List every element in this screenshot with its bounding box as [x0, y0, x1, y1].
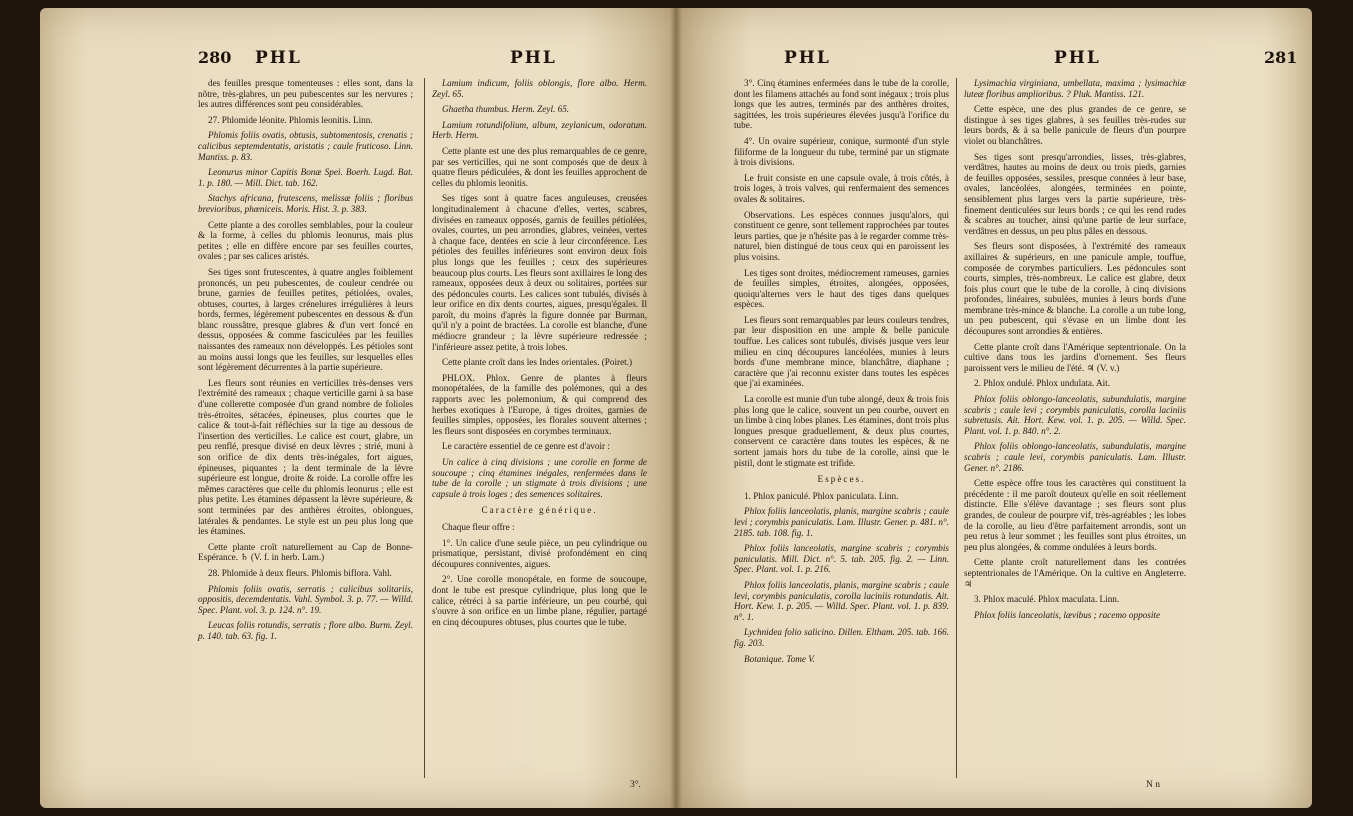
synonym: Phlox foliis oblongo-lanceolatis, subundulatis, margine scabris ; caule levi ; corymbis paniculatis, corolla laciniis subretusis. Ait. Hort. Kew. vol. 1. p. 205. — Willd. Spec. Plant. vol. 1. p. 840. n°. 2. [964, 394, 1186, 436]
synonym: Lychnidea folio salicino. Dillen. Eltham. 205. tab. 166. fig. 203. [734, 627, 949, 648]
page-number-right: 281 [1264, 48, 1298, 67]
running-head-center: PHL [510, 48, 557, 68]
running-head-right-1: PHL [784, 48, 831, 68]
paragraph: Les fleurs sont réunies en verticilles très-denses vers l'extrémité des rameaux ; chaque verticille garni à sa base d'une collerette composée d'un grand nombre de folioles très-étroites, sétacées, épineuses, plus courtes que le calice & tout-à-fait réfléchies sur la tige au dessous de l'insertion des verticilles. Le calice est court, glabre, un peu renflé, presque divisé en deux lèvres ; strié, muni à son orifice de dix dents très-inégales, fort aigues, épineuses, piquantes ; la dent terminale de la lèvre supérieure est longue, droite & roide. La corolle offre les mêmes caractères que celle du phlomis leonurus ; elle est plus petite. Les étamines dépassent la lèvre supérieure, & sont terminées par des anthères étroites, oblongues, latérales & pendantes. Le style est un peu plus long que les étamines. [198, 377, 413, 537]
right-column-2 [964, 78, 1186, 625]
paragraph: 3°. Cinq étamines enfermées dans le tube de la corolle, dont les filamens attachés au fond sont inégaux ; trois plus longs que les autres, terminés par des anthères droites, sagittées, les trois supérieures élevées jusqu'à l'orifice du tube. [734, 78, 949, 131]
synonym: Phlox foliis lanceolatis, planis, margine scabris ; caule levi ; corymbis paniculatis. Lam. Illustr. Gener. p. 481. n°. 2185. tab. 108. fig. 1. [734, 506, 949, 538]
section-heading: Caractère générique. [481, 505, 598, 516]
catchword: 3°. [630, 780, 641, 790]
synonym: Leucas foliis rotundis, serratis ; flore albo. Burm. Zeyl. p. 140. tab. 63. fig. 1. [198, 620, 413, 641]
right-page [676, 8, 1312, 808]
synonym: Stachys africana, frutescens, melissæ foliis ; floribus brevioribus, phœniceis. Moris. Hist. 3. p. 383. [198, 193, 413, 214]
species-heading: 3. Phlox maculé. Phlox maculata. Linn. [974, 594, 1120, 605]
running-head-left: PHL [255, 48, 302, 68]
synonym: Phlox foliis lanceolatis, lævibus ; racemo opposite [974, 609, 1161, 620]
column-rule [424, 78, 425, 778]
synonym: Leonurus minor Capitis Bonæ Spei. Boerh. Lugd. Bat. 1. p. 180. — Mill. Dict. tab. 162. [198, 167, 413, 188]
paragraph: Un calice à cinq divisions ; une corolle en forme de soucoupe ; cinq étamines inégales, renfermées dans le tube de la corolle ; un stigmate à trois divisions ; une capsule à trois loges ; des semences solitaires. [432, 457, 647, 499]
paragraph: Ses fleurs sont disposées, à l'extrémité des rameaux axillaires & supérieurs, en une panicule ample, touffue, composée de corymbes particuliers. Les pédoncules sont courts, simples, très-nombreux. Le calice est glabre, deux fois plus court que le tube de la corolle, à cinq divisions profondes, linéaires, subulées, munies à leurs bords d'une membrane très-mince & blanche. La corolle a un tube long, un peu pubescent, qui s'évase en un limbe dont les découpures sont arrondies & entières. [964, 241, 1186, 337]
paragraph: 1°. Un calice d'une seule pièce, un peu cylindrique ou prismatique, persistant, divisé profondément en cinq découpures conniventes, aigues. [432, 537, 647, 569]
paragraph: Chaque fleur offre : [442, 521, 515, 532]
paragraph: Cette espèce, une des plus grandes de ce genre, se distingue à ses tiges glabres, à ses feuilles très-rudes sur leurs bords, & à sa belle panicule de fleurs d'un pourpre violet ou blanchâtres. [964, 104, 1186, 146]
signature-mark: N n [1146, 780, 1160, 790]
paragraph: Les tiges sont droites, médiocrement rameuses, garnies de feuilles simples, étroites, alongées, opposées, quoiqu'alternes vers le haut des tiges dans quelques espèces. [734, 267, 949, 310]
column-rule [956, 78, 957, 778]
species-heading: 27. Phlomide léonite. Phlomis leonitis. Linn. [208, 114, 373, 125]
paragraph: Cette plante croît dans les Indes orientales. (Poiret.) [442, 357, 633, 368]
paragraph: 2°. Une corolle monopétale, en forme de soucoupe, dont le tube est presque cylindrique, plus long que le calice, rétréci à sa partie inférieure, un peu courbé, qui s'ouvre à son orifice en un limbe plane, régulier, partagé en cinq découpures obtuses, plus courtes que le tube. [432, 574, 647, 627]
paragraph: Ses tiges sont à quatre faces anguleuses, creusées longitudinalement à chacune d'elles, vertes, scabres, divisées en rameaux opposés, garnis de feuilles pétiolées, ovales, courtes, un peu arrondies, glabres, veinées, vertes à chaque face, dentées en scie à leur circonférence. Les pétioles des feuilles inférieures sont environ deux fois plus longs que les feuilles ; ceux des supérieures beaucoup plus courts. Les fleurs sont axillaires le long des rameaux, opposées deux à deux ou solitaires, portées sur des pédoncules courts. Les calices sont tubulés, divisés à leur orifice en dix dents courtes, aigues, presqu'égales. Il paroît, du moins d'après la figure donnée par Burman, qu'il n'y a point de bractées. La corolle est blanche, d'une médiocre grandeur ; la lèvre supérieure redressée ; l'inférieure assez petite, à trois lobes. [432, 193, 647, 352]
species-heading: 28. Phlomide à deux fleurs. Phlomis biflora. Vahl. [208, 567, 392, 578]
paragraph: PHLOX. Phlox. Genre de plantes à fleurs monopétalées, de la famille des polémones, qui a des rapports avec les polemonium, & qui comprend des herbes exotiques à l'Europe, à tiges droites, garnies de feuilles simples, opposées, les florales souvent alternes ; les fleurs sont disposées en corymbes terminaux. [432, 372, 647, 436]
paragraph: Cette plante croît dans l'Amérique septentrionale. On la cultive dans tous les jardins d'ornement. Ses fleurs paroissent vers le milieu de l'été. ♃ (V. v.) [964, 341, 1186, 373]
paragraph: Cette espèce offre tous les caractères qui constituent la précédente : il me paroît douteux qu'elle en soit réellement distincte. Elle s'élève davantage ; ses fleurs sont plus grandes, de couleur de pourpre vif, très-agréables ; les lobes de la corolle, au lieu d'être parfaitement arrondis, sont un peu retus à leur sommet ; les feuilles sont plus étroites, un peu plus alongées, & comme ondulées à leurs bords. [964, 478, 1186, 552]
synonym: Ghaetha thumbus. Herm. Zeyl. 65. [442, 104, 570, 115]
synonym: Phlomis foliis ovatis, serratis ; calicibus solitariis, oppositis, decemdentatis. Vahl. Symbol. 3. p. 77. — Willd. Spec. Plant. vol. 3. p. 124. n°. 19. [198, 583, 413, 615]
paragraph: Observations. Les espèces connues jusqu'alors, qui constituent ce genre, sont tellement rapprochées par toutes leurs parties, que je n'hésite pas à le regarder comme très-naturel, bien distingué de tous ceux qui en paroissent les plus voisins. [734, 209, 949, 262]
synonym: Phlomis foliis ovatis, obtusis, subtomentosis, crenatis ; calicibus septemdentatis, aristatis ; caule fruticoso. Linn. Mantiss. p. 83. [198, 130, 413, 162]
synonym: Phlox foliis lanceolatis, margine scabris ; corymbis paniculatis. Mill. Dict. n°. 5. tab. 205. fig. 2. — Linn. Spec. Plant. vol. 1. p. 216. [734, 543, 949, 575]
section-heading: Espèces. [817, 474, 866, 485]
paragraph: Le fruit consiste en une capsule ovale, à trois côtés, à trois loges, à trois valves, qui renfermaient des semences ovales & solitaires. [734, 172, 949, 204]
paragraph: La corolle est munie d'un tube alongé, deux & trois fois plus long que le calice, souvent un peu courbe, ouvert en un limbe à cinq lobes planes. Les étamines, dont trois plus longues presque graduellement, & deux plus courtes, conservent ce caractère dans toutes les espèces, & ne sortent jamais hors du tube de la corolle, ainsi que le pistil, dont le stigmate est trifide. [734, 394, 949, 468]
paragraph: Cette plante croît naturellement dans les contrées septentrionales de l'Amérique. On la cultive en Angleterre. ♃ [964, 557, 1186, 589]
left-column-1 [198, 78, 413, 647]
paragraph: Les fleurs sont remarquables par leurs couleurs tendres, par leur disposition en une ample & belle panicule touffue. Les calices sont tubulés, divisés jusque vers leur milieu en cinq découpures lancéolées, munies à leurs bords d'une membrane mince, blanchâtre, diaphane ; caractère que j'ai reconnu exister dans toutes les espèces que j'ai examinées. [734, 314, 949, 389]
left-column-2 [432, 78, 647, 632]
page-number-left: 280 [198, 48, 232, 67]
species-heading: 2. Phlox ondulé. Phlox undulata. Ait. [974, 378, 1111, 389]
paragraph: 4°. Un ovaire supérieur, conique, surmonté d'un style filiforme de la longueur du tube, terminé par un stigmate à trois divisions. [734, 135, 949, 168]
synonym: Phlox foliis oblongo-lanceolatis, subundulatis, margine scabris ; caule levi, corymbis paniculatis. Lam. Illustr. Gener. n°. 2186. [964, 441, 1186, 473]
species-heading: 1. Phlox paniculé. Phlox paniculata. Linn. [744, 490, 899, 501]
running-head-right-2: PHL [1054, 48, 1101, 68]
left-page [40, 8, 676, 808]
synonym: Lysimachia virginiana, umbellata, maxima ; lysimachiæ luteæ floribus amplioribus. ? Pluk. Mantiss. 121. [964, 78, 1186, 99]
paragraph: Le caractère essentiel de ce genre est d'avoir : [442, 441, 610, 452]
synonym: Phlox foliis lanceolatis, planis, margine scabris ; caule levi, corymbis paniculatis, corolla laciniis rotundatis. Ait. Hort. Kew. 1. p. 205. — Willd. Spec. Plant. vol. 1. p. 839. n°. 1. [734, 579, 949, 622]
right-column-1 [734, 78, 949, 669]
book-gutter [670, 8, 682, 808]
paragraph: Ses tiges sont frutescentes, à quatre angles foiblement prononcés, un peu pubescentes, de couleur cendrée ou brune, garnies de feuilles petites, pétiolées, ovales, obtuses, courtes, à larges crénelures irrégulières à leurs bords, fermes, légèrement pubescentes en dessous & d'un blanc roussâtre, presque glabres & d'un vert foncé en dessus, opposées & comme fasciculées par les feuilles naissantes des rameaux non développés. Les pétioles sont au moins aussi longs que les feuilles, sur lesquelles elles sont légèrement décurrentes à la partie supérieure. [198, 266, 413, 373]
synonym: Lamium indicum, foliis oblongis, flore albo. Herm. Zeyl. 65. [432, 78, 647, 99]
volume-footer: Botanique. Tome V. [744, 653, 815, 664]
paragraph: Cette plante croît naturellement au Cap de Bonne-Espérance. ♄ (V. f. in herb. Lam.) [198, 541, 413, 563]
paragraph: des feuilles presque tomenteuses : elles sont, dans la nôtre, très-glabres, un peu pubescentes sur les nervures ; les autres différences sont peu considérables. [198, 78, 413, 110]
paragraph: Ses tiges sont presqu'arrondies, lisses, très-glabres, verdâtres, hautes au moins de deux ou trois pieds, garnies de feuilles opposées, sessiles, presque connées à leur base, ovales, lancéolées, alongées, terminées en pointe, sensiblement plus larges vers la partie supérieure, très-finement denticulées sur leurs bords ; ce qui les rend rudes & scabres au toucher, ainsi qu'une partie de leur surface, verdâtres en dessus, un peu plus pâles en dessous. [964, 151, 1186, 236]
paragraph: Cette plante est une des plus remarquables de ce genre, par ses verticilles, qui ne sont composés que de deux à quatre fleurs pédiculées, & dont les feuilles approchent de celles du phlomis leonitis. [432, 145, 647, 188]
synonym: Lamium rotundifolium, album, zeylanicum, odoratum. Herb. Herm. [432, 119, 647, 141]
paragraph: Cette plante a des corolles semblables, pour la couleur & la forme, à celles du phlomis leonurus, mais plus petites ; elle en diffère encore par ses feuilles courtes, ovales ; par ses calices aristés. [198, 219, 413, 262]
